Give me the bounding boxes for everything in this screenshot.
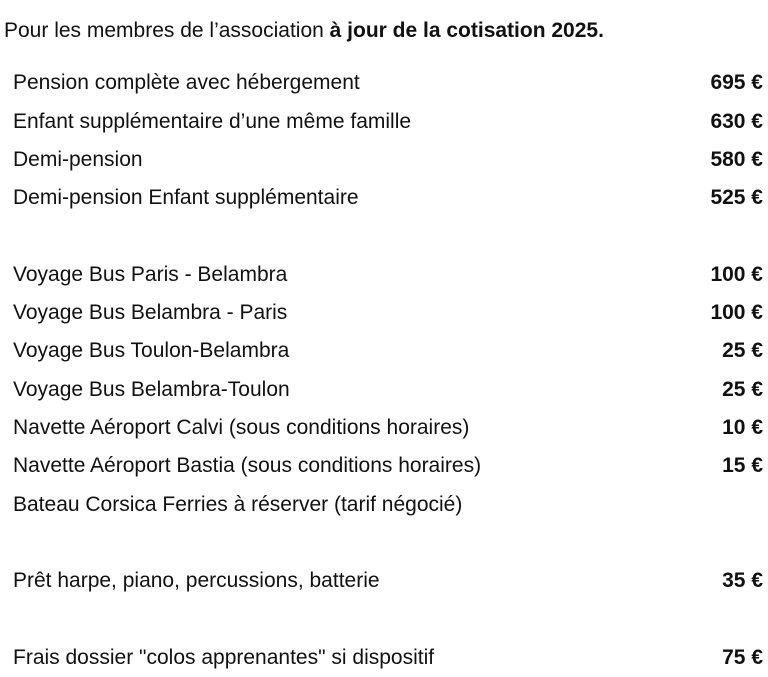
price-row-amount: 25 € bbox=[722, 339, 763, 362]
price-row-label: Prêt harpe, piano, percussions, batterie bbox=[13, 569, 380, 592]
price-row-label: Demi-pension Enfant supplémentaire bbox=[13, 186, 359, 209]
price-row-amount: 580 € bbox=[710, 148, 763, 171]
price-row-amount: 75 € bbox=[722, 646, 763, 669]
price-row-label: Enfant supplémentaire d’une même famille bbox=[13, 110, 412, 133]
intro-text: Pour les membres de l’association bbox=[4, 19, 330, 42]
price-row bbox=[13, 374, 765, 406]
price-row-label: Bateau Corsica Ferries à réserver (tarif négocié) bbox=[13, 493, 463, 516]
price-row bbox=[13, 182, 765, 214]
price-row-label: Voyage Bus Toulon-Belambra bbox=[13, 339, 290, 362]
price-row bbox=[13, 565, 765, 597]
price-row-amount: 15 € bbox=[722, 454, 763, 477]
price-row bbox=[13, 67, 765, 99]
price-row bbox=[13, 144, 765, 176]
price-row bbox=[13, 259, 765, 291]
price-row-label: Voyage Bus Belambra-Toulon bbox=[13, 378, 290, 401]
price-row bbox=[13, 412, 765, 444]
price-row bbox=[13, 450, 765, 482]
price-row-label: Voyage Bus Belambra - Paris bbox=[13, 301, 288, 324]
price-row bbox=[13, 297, 765, 329]
price-row-amount: 10 € bbox=[722, 416, 763, 439]
price-row-amount: 100 € bbox=[710, 263, 763, 286]
price-row-amount: 100 € bbox=[710, 301, 763, 324]
intro-paragraph bbox=[4, 18, 604, 44]
price-row-label: Demi-pension bbox=[13, 148, 143, 171]
price-row-label: Navette Aéroport Calvi (sous conditions horaires) bbox=[13, 416, 470, 439]
price-row-amount: 525 € bbox=[710, 186, 763, 209]
price-row-amount: 35 € bbox=[722, 569, 763, 592]
price-row-amount: 25 € bbox=[722, 378, 763, 401]
price-row-amount: 630 € bbox=[710, 110, 763, 133]
price-row-label: Voyage Bus Paris - Belambra bbox=[13, 263, 288, 286]
price-row-label: Frais dossier "colos apprenantes" si dispositif bbox=[13, 646, 435, 669]
intro-highlight: à jour de la cotisation 2025. bbox=[329, 19, 604, 42]
price-row bbox=[13, 642, 765, 674]
price-row-amount: 695 € bbox=[710, 71, 763, 94]
price-row bbox=[13, 106, 765, 138]
price-row-label: Navette Aéroport Bastia (sous conditions horaires) bbox=[13, 454, 482, 477]
price-row-label: Pension complète avec hébergement bbox=[13, 71, 360, 94]
price-row bbox=[13, 489, 765, 521]
price-row bbox=[13, 335, 765, 367]
